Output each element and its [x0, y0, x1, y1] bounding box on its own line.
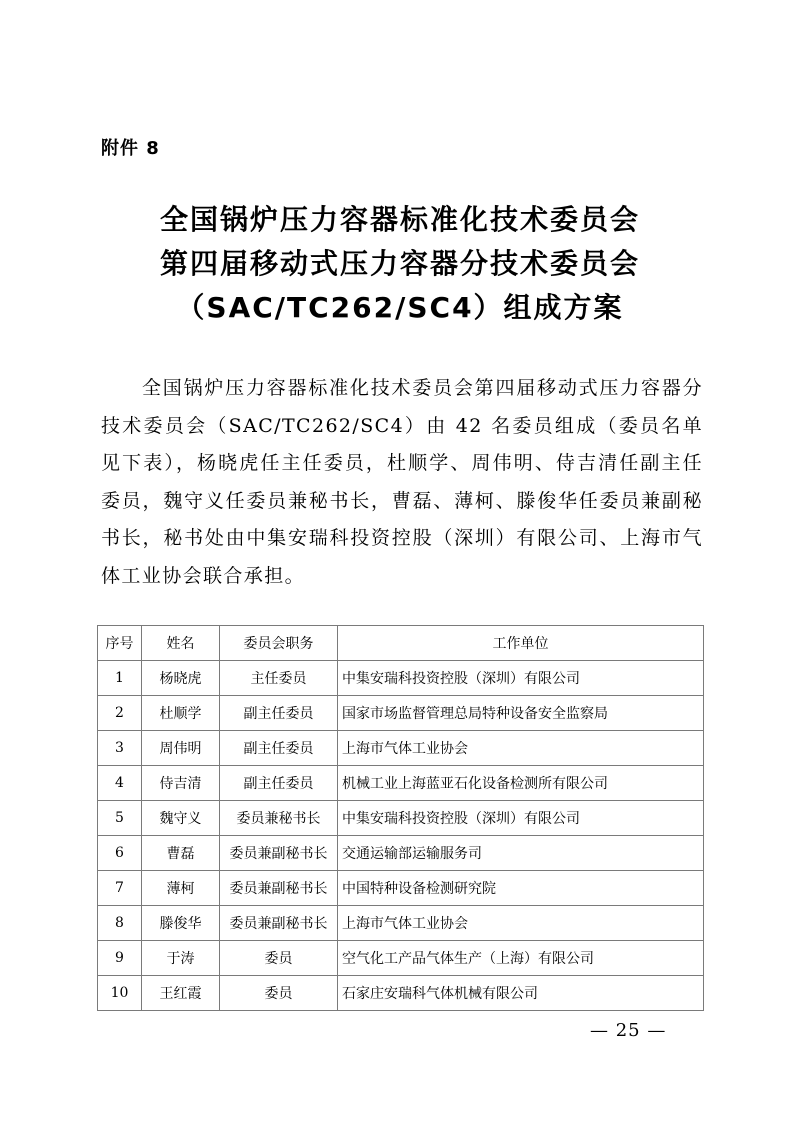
member-table: [97, 625, 704, 1011]
intro-paragraph: 全国锅炉压力容器标准化技术委员会第四届移动式压力容器分技术委员会（SAC/TC262/SC4）由 42 名委员组成（委员名单见下表），杨晓虎任主任委员，杜顺学、周伟明、侍吉清任副主任委员，魏守义任委员兼秘书长，曹磊、薄柯、滕俊华任委员兼副秘书长，秘书处由中集安瑞科投资控股（深圳）有限公司、上海市气体工业协会联合承担。: [101, 377, 703, 587]
cell-organization: 中集安瑞科投资控股（深圳）有限公司: [338, 661, 704, 696]
table-row: [98, 766, 704, 801]
cell-index: 5: [98, 801, 142, 836]
cell-organization: 上海市气体工业协会: [338, 906, 704, 941]
cell-name: 周伟明: [142, 731, 220, 766]
cell-index: 7: [98, 871, 142, 906]
cell-name: 侍吉清: [142, 766, 220, 801]
table-row: [98, 836, 704, 871]
title-line-3: （SAC/TC262/SC4）组成方案: [176, 291, 624, 324]
document-title: [0, 198, 800, 330]
table-row: [98, 731, 704, 766]
cell-index: 3: [98, 731, 142, 766]
cell-index: 1: [98, 661, 142, 696]
cell-name: 王红霞: [142, 976, 220, 1011]
header-position: 委员会职务: [220, 626, 338, 661]
table-row: [98, 801, 704, 836]
cell-name: 薄柯: [142, 871, 220, 906]
cell-organization: 中国特种设备检测研究院: [338, 871, 704, 906]
page-number: — 25 —: [590, 1020, 667, 1041]
cell-organization: 国家市场监督管理总局特种设备安全监察局: [338, 696, 704, 731]
header-index: 序号: [98, 626, 142, 661]
cell-position: 委员兼副秘书长: [220, 871, 338, 906]
table-row: [98, 976, 704, 1011]
cell-position: 主任委员: [220, 661, 338, 696]
cell-organization: 上海市气体工业协会: [338, 731, 704, 766]
cell-position: 委员兼副秘书长: [220, 836, 338, 871]
table-header-row: [98, 626, 704, 661]
table-row: [98, 906, 704, 941]
cell-index: 8: [98, 906, 142, 941]
cell-index: 9: [98, 941, 142, 976]
cell-name: 于涛: [142, 941, 220, 976]
cell-name: 魏守义: [142, 801, 220, 836]
table-row: [98, 661, 704, 696]
cell-position: 委员: [220, 941, 338, 976]
title-line-2: 第四届移动式压力容器分技术委员会: [159, 247, 640, 280]
table-row: [98, 941, 704, 976]
attachment-label: 附件 8: [101, 138, 160, 159]
cell-name: 曹磊: [142, 836, 220, 871]
cell-organization: 机械工业上海蓝亚石化设备检测所有限公司: [338, 766, 704, 801]
cell-position: 委员: [220, 976, 338, 1011]
cell-index: 4: [98, 766, 142, 801]
cell-position: 副主任委员: [220, 696, 338, 731]
cell-organization: 空气化工产品气体生产（上海）有限公司: [338, 941, 704, 976]
cell-name: 杜顺学: [142, 696, 220, 731]
cell-position: 副主任委员: [220, 766, 338, 801]
table-row: [98, 871, 704, 906]
cell-name: 杨晓虎: [142, 661, 220, 696]
header-name: 姓名: [142, 626, 220, 661]
cell-organization: 石家庄安瑞科气体机械有限公司: [338, 976, 704, 1011]
cell-index: 2: [98, 696, 142, 731]
cell-index: 6: [98, 836, 142, 871]
cell-organization: 交通运输部运输服务司: [338, 836, 704, 871]
cell-position: 副主任委员: [220, 731, 338, 766]
cell-position: 委员兼秘书长: [220, 801, 338, 836]
cell-position: 委员兼副秘书长: [220, 906, 338, 941]
cell-organization: 中集安瑞科投资控股（深圳）有限公司: [338, 801, 704, 836]
table-row: [98, 696, 704, 731]
cell-index: 10: [98, 976, 142, 1011]
title-line-1: 全国锅炉压力容器标准化技术委员会: [159, 203, 640, 236]
header-organization: 工作单位: [338, 626, 704, 661]
cell-name: 滕俊华: [142, 906, 220, 941]
